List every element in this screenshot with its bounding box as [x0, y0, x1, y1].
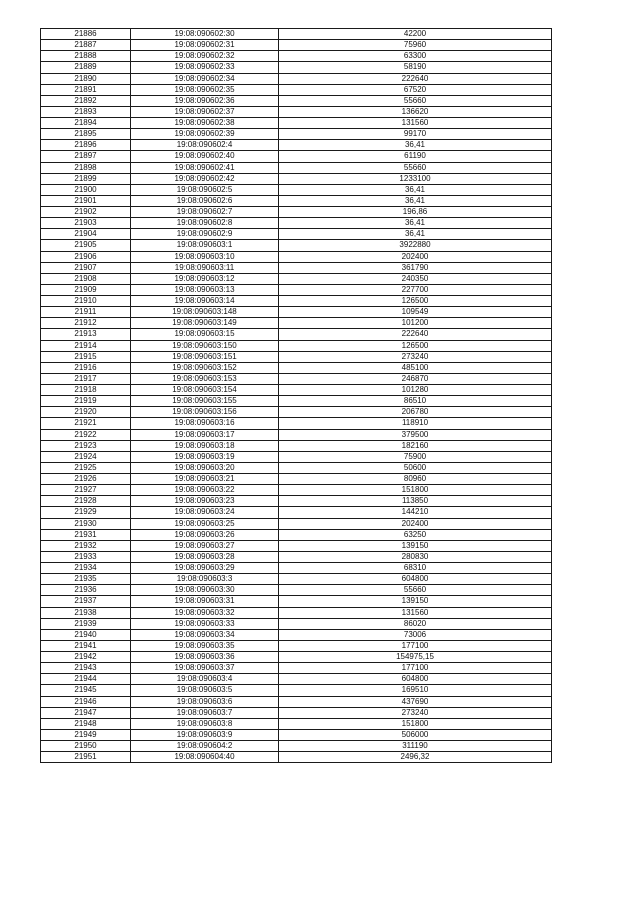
cadastral-number-cell: 19:08:090603:31 [131, 596, 279, 607]
value-cell: 1233100 [279, 173, 552, 184]
row-number-cell: 21934 [41, 563, 131, 574]
cadastral-number-cell: 19:08:090603:26 [131, 529, 279, 540]
cadastral-number-cell: 19:08:090603:36 [131, 652, 279, 663]
row-number-cell: 21897 [41, 151, 131, 162]
row-number-cell: 21936 [41, 585, 131, 596]
table-row [41, 752, 552, 763]
cadastral-number-cell: 19:08:090603:155 [131, 396, 279, 407]
value-cell: 50600 [279, 462, 552, 473]
cadastral-number-cell: 19:08:090602:5 [131, 184, 279, 195]
table-row [41, 529, 552, 540]
table-row [41, 218, 552, 229]
cadastral-number-cell: 19:08:090603:8 [131, 718, 279, 729]
table-row [41, 40, 552, 51]
value-cell: 506000 [279, 729, 552, 740]
value-cell: 36,41 [279, 195, 552, 206]
cadastral-number-cell: 19:08:090603:154 [131, 385, 279, 396]
row-number-cell: 21921 [41, 418, 131, 429]
table-row [41, 73, 552, 84]
table-row [41, 262, 552, 273]
table-row [41, 729, 552, 740]
cadastral-number-cell: 19:08:090603:19 [131, 451, 279, 462]
value-cell: 86510 [279, 396, 552, 407]
cadastral-number-cell: 19:08:090602:40 [131, 151, 279, 162]
row-number-cell: 21887 [41, 40, 131, 51]
table-row [41, 451, 552, 462]
row-number-cell: 21900 [41, 184, 131, 195]
cadastral-number-cell: 19:08:090603:25 [131, 518, 279, 529]
table-row [41, 95, 552, 106]
value-cell: 55660 [279, 162, 552, 173]
value-cell: 118910 [279, 418, 552, 429]
cadastral-number-cell: 19:08:090602:41 [131, 162, 279, 173]
cadastral-number-cell: 19:08:090603:23 [131, 496, 279, 507]
row-number-cell: 21899 [41, 173, 131, 184]
cadastral-number-cell: 19:08:090603:34 [131, 629, 279, 640]
table-row [41, 696, 552, 707]
value-cell: 126500 [279, 296, 552, 307]
row-number-cell: 21916 [41, 362, 131, 373]
row-number-cell: 21903 [41, 218, 131, 229]
row-number-cell: 21892 [41, 95, 131, 106]
value-cell: 273240 [279, 707, 552, 718]
row-number-cell: 21938 [41, 607, 131, 618]
row-number-cell: 21940 [41, 629, 131, 640]
cadastral-number-cell: 19:08:090603:3 [131, 574, 279, 585]
cadastral-number-cell: 19:08:090603:7 [131, 707, 279, 718]
row-number-cell: 21891 [41, 84, 131, 95]
row-number-cell: 21929 [41, 507, 131, 518]
cadastral-number-cell: 19:08:090603:37 [131, 663, 279, 674]
row-number-cell: 21942 [41, 652, 131, 663]
row-number-cell: 21913 [41, 329, 131, 340]
row-number-cell: 21925 [41, 462, 131, 473]
row-number-cell: 21918 [41, 385, 131, 396]
cadastral-number-cell: 19:08:090603:6 [131, 696, 279, 707]
table-row [41, 474, 552, 485]
row-number-cell: 21898 [41, 162, 131, 173]
table-row [41, 240, 552, 251]
row-number-cell: 21895 [41, 129, 131, 140]
cadastral-number-cell: 19:08:090604:40 [131, 752, 279, 763]
cadastral-number-cell: 19:08:090603:152 [131, 362, 279, 373]
table-row [41, 518, 552, 529]
cadastral-number-cell: 19:08:090603:14 [131, 296, 279, 307]
cadastral-number-cell: 19:08:090602:30 [131, 29, 279, 40]
table-row [41, 741, 552, 752]
cadastral-number-cell: 19:08:090603:28 [131, 551, 279, 562]
table-row [41, 640, 552, 651]
value-cell: 196,86 [279, 207, 552, 218]
row-number-cell: 21889 [41, 62, 131, 73]
value-cell: 379500 [279, 429, 552, 440]
table-row [41, 340, 552, 351]
row-number-cell: 21930 [41, 518, 131, 529]
value-cell: 202400 [279, 518, 552, 529]
cadastral-number-cell: 19:08:090603:22 [131, 485, 279, 496]
cadastral-number-cell: 19:08:090603:151 [131, 351, 279, 362]
table-row [41, 162, 552, 173]
row-number-cell: 21910 [41, 296, 131, 307]
value-cell: 80960 [279, 474, 552, 485]
value-cell: 154975,15 [279, 652, 552, 663]
table-row [41, 540, 552, 551]
row-number-cell: 21933 [41, 551, 131, 562]
row-number-cell: 21919 [41, 396, 131, 407]
row-number-cell: 21943 [41, 663, 131, 674]
table-row [41, 140, 552, 151]
value-cell: 101280 [279, 385, 552, 396]
table-row [41, 173, 552, 184]
row-number-cell: 21950 [41, 741, 131, 752]
row-number-cell: 21951 [41, 752, 131, 763]
cadastral-number-cell: 19:08:090603:9 [131, 729, 279, 740]
table-row [41, 663, 552, 674]
value-cell: 61190 [279, 151, 552, 162]
table-row [41, 118, 552, 129]
value-cell: 182160 [279, 440, 552, 451]
cadastral-number-cell: 19:08:090603:10 [131, 251, 279, 262]
cadastral-number-cell: 19:08:090603:149 [131, 318, 279, 329]
value-cell: 139150 [279, 540, 552, 551]
row-number-cell: 21886 [41, 29, 131, 40]
table-row [41, 273, 552, 284]
cadastral-number-cell: 19:08:090602:6 [131, 195, 279, 206]
table-row [41, 685, 552, 696]
cadastral-number-cell: 19:08:090602:8 [131, 218, 279, 229]
value-cell: 55660 [279, 95, 552, 106]
cadastral-number-cell: 19:08:090602:34 [131, 73, 279, 84]
value-cell: 177100 [279, 640, 552, 651]
row-number-cell: 21937 [41, 596, 131, 607]
table-row [41, 129, 552, 140]
value-cell: 222640 [279, 329, 552, 340]
cadastral-number-cell: 19:08:090602:42 [131, 173, 279, 184]
value-cell: 131560 [279, 607, 552, 618]
cadastral-number-cell: 19:08:090603:12 [131, 273, 279, 284]
table-row [41, 284, 552, 295]
value-cell: 604800 [279, 574, 552, 585]
value-cell: 113850 [279, 496, 552, 507]
table-row [41, 440, 552, 451]
value-cell: 206780 [279, 407, 552, 418]
table-row [41, 195, 552, 206]
cadastral-number-cell: 19:08:090602:31 [131, 40, 279, 51]
cadastral-number-cell: 19:08:090602:33 [131, 62, 279, 73]
table-row [41, 551, 552, 562]
row-number-cell: 21931 [41, 529, 131, 540]
value-cell: 75900 [279, 451, 552, 462]
table-row [41, 496, 552, 507]
cadastral-number-cell: 19:08:090603:4 [131, 674, 279, 685]
cadastral-number-cell: 19:08:090603:32 [131, 607, 279, 618]
cadastral-number-cell: 19:08:090602:9 [131, 229, 279, 240]
row-number-cell: 21923 [41, 440, 131, 451]
table-row [41, 229, 552, 240]
cadastral-number-cell: 19:08:090603:35 [131, 640, 279, 651]
value-cell: 63300 [279, 51, 552, 62]
value-cell: 604800 [279, 674, 552, 685]
table-row [41, 429, 552, 440]
cadastral-number-cell: 19:08:090603:148 [131, 307, 279, 318]
table-row [41, 407, 552, 418]
table-row [41, 485, 552, 496]
row-number-cell: 21894 [41, 118, 131, 129]
table-row [41, 329, 552, 340]
row-number-cell: 21944 [41, 674, 131, 685]
value-cell: 246870 [279, 373, 552, 384]
cadastral-number-cell: 19:08:090603:27 [131, 540, 279, 551]
cadastral-number-cell: 19:08:090603:150 [131, 340, 279, 351]
table-row [41, 296, 552, 307]
row-number-cell: 21935 [41, 574, 131, 585]
cadastral-number-cell: 19:08:090603:11 [131, 262, 279, 273]
table-row [41, 718, 552, 729]
value-cell: 485100 [279, 362, 552, 373]
value-cell: 227700 [279, 284, 552, 295]
table-row [41, 362, 552, 373]
cadastral-number-cell: 19:08:090603:33 [131, 618, 279, 629]
value-cell: 202400 [279, 251, 552, 262]
row-number-cell: 21946 [41, 696, 131, 707]
table-row [41, 674, 552, 685]
value-cell: 240350 [279, 273, 552, 284]
value-cell: 67520 [279, 84, 552, 95]
value-cell: 131560 [279, 118, 552, 129]
cadastral-number-cell: 19:08:090603:15 [131, 329, 279, 340]
table-row [41, 462, 552, 473]
value-cell: 361790 [279, 262, 552, 273]
row-number-cell: 21902 [41, 207, 131, 218]
row-number-cell: 21893 [41, 106, 131, 117]
cadastral-number-cell: 19:08:090602:36 [131, 95, 279, 106]
row-number-cell: 21924 [41, 451, 131, 462]
cadastral-number-cell: 19:08:090603:1 [131, 240, 279, 251]
table-row [41, 373, 552, 384]
table-row [41, 563, 552, 574]
cadastral-number-cell: 19:08:090603:18 [131, 440, 279, 451]
row-number-cell: 21906 [41, 251, 131, 262]
cadastral-number-cell: 19:08:090603:153 [131, 373, 279, 384]
value-cell: 222640 [279, 73, 552, 84]
table-row [41, 707, 552, 718]
value-cell: 36,41 [279, 140, 552, 151]
row-number-cell: 21904 [41, 229, 131, 240]
row-number-cell: 21932 [41, 540, 131, 551]
row-number-cell: 21909 [41, 284, 131, 295]
row-number-cell: 21917 [41, 373, 131, 384]
value-cell: 437690 [279, 696, 552, 707]
value-cell: 109549 [279, 307, 552, 318]
table-row [41, 307, 552, 318]
cadastral-number-cell: 19:08:090603:20 [131, 462, 279, 473]
row-number-cell: 21920 [41, 407, 131, 418]
table-row [41, 396, 552, 407]
table-row [41, 652, 552, 663]
cadastral-value-table [40, 28, 552, 763]
value-cell: 63250 [279, 529, 552, 540]
value-cell: 36,41 [279, 229, 552, 240]
value-cell: 2496,32 [279, 752, 552, 763]
table-row [41, 351, 552, 362]
row-number-cell: 21915 [41, 351, 131, 362]
table-row [41, 585, 552, 596]
table-row [41, 207, 552, 218]
row-number-cell: 21908 [41, 273, 131, 284]
row-number-cell: 21949 [41, 729, 131, 740]
cadastral-number-cell: 19:08:090603:5 [131, 685, 279, 696]
table-body [41, 29, 552, 763]
table-row [41, 607, 552, 618]
value-cell: 68310 [279, 563, 552, 574]
value-cell: 86020 [279, 618, 552, 629]
row-number-cell: 21941 [41, 640, 131, 651]
table-row [41, 29, 552, 40]
value-cell: 139150 [279, 596, 552, 607]
table-row [41, 184, 552, 195]
value-cell: 73006 [279, 629, 552, 640]
value-cell: 151800 [279, 485, 552, 496]
table-row [41, 507, 552, 518]
table-row [41, 385, 552, 396]
cadastral-number-cell: 19:08:090602:7 [131, 207, 279, 218]
row-number-cell: 21939 [41, 618, 131, 629]
row-number-cell: 21914 [41, 340, 131, 351]
row-number-cell: 21888 [41, 51, 131, 62]
row-number-cell: 21911 [41, 307, 131, 318]
row-number-cell: 21922 [41, 429, 131, 440]
table-row [41, 62, 552, 73]
value-cell: 311190 [279, 741, 552, 752]
value-cell: 280830 [279, 551, 552, 562]
value-cell: 99170 [279, 129, 552, 140]
value-cell: 177100 [279, 663, 552, 674]
cadastral-number-cell: 19:08:090603:16 [131, 418, 279, 429]
value-cell: 151800 [279, 718, 552, 729]
cadastral-number-cell: 19:08:090603:156 [131, 407, 279, 418]
table-row [41, 106, 552, 117]
row-number-cell: 21896 [41, 140, 131, 151]
cadastral-number-cell: 19:08:090602:37 [131, 106, 279, 117]
table-row [41, 618, 552, 629]
value-cell: 55660 [279, 585, 552, 596]
value-cell: 3922880 [279, 240, 552, 251]
cadastral-number-cell: 19:08:090602:4 [131, 140, 279, 151]
row-number-cell: 21905 [41, 240, 131, 251]
value-cell: 136620 [279, 106, 552, 117]
cadastral-number-cell: 19:08:090603:17 [131, 429, 279, 440]
value-cell: 42200 [279, 29, 552, 40]
value-cell: 36,41 [279, 218, 552, 229]
cadastral-number-cell: 19:08:090603:29 [131, 563, 279, 574]
row-number-cell: 21928 [41, 496, 131, 507]
table-row [41, 629, 552, 640]
cadastral-number-cell: 19:08:090603:24 [131, 507, 279, 518]
row-number-cell: 21948 [41, 718, 131, 729]
value-cell: 101200 [279, 318, 552, 329]
table-row [41, 418, 552, 429]
value-cell: 169510 [279, 685, 552, 696]
cadastral-number-cell: 19:08:090603:30 [131, 585, 279, 596]
cadastral-number-cell: 19:08:090602:32 [131, 51, 279, 62]
table-row [41, 318, 552, 329]
row-number-cell: 21945 [41, 685, 131, 696]
value-cell: 126500 [279, 340, 552, 351]
table-row [41, 84, 552, 95]
value-cell: 36,41 [279, 184, 552, 195]
cadastral-number-cell: 19:08:090602:38 [131, 118, 279, 129]
row-number-cell: 21907 [41, 262, 131, 273]
row-number-cell: 21890 [41, 73, 131, 84]
table-row [41, 151, 552, 162]
table-row [41, 251, 552, 262]
cadastral-number-cell: 19:08:090602:39 [131, 129, 279, 140]
row-number-cell: 21901 [41, 195, 131, 206]
value-cell: 58190 [279, 62, 552, 73]
cadastral-number-cell: 19:08:090603:21 [131, 474, 279, 485]
row-number-cell: 21927 [41, 485, 131, 496]
table-row [41, 596, 552, 607]
table-row [41, 51, 552, 62]
row-number-cell: 21926 [41, 474, 131, 485]
cadastral-number-cell: 19:08:090602:35 [131, 84, 279, 95]
value-cell: 75960 [279, 40, 552, 51]
row-number-cell: 21947 [41, 707, 131, 718]
table-row [41, 574, 552, 585]
value-cell: 144210 [279, 507, 552, 518]
cadastral-number-cell: 19:08:090603:13 [131, 284, 279, 295]
cadastral-number-cell: 19:08:090604:2 [131, 741, 279, 752]
row-number-cell: 21912 [41, 318, 131, 329]
value-cell: 273240 [279, 351, 552, 362]
